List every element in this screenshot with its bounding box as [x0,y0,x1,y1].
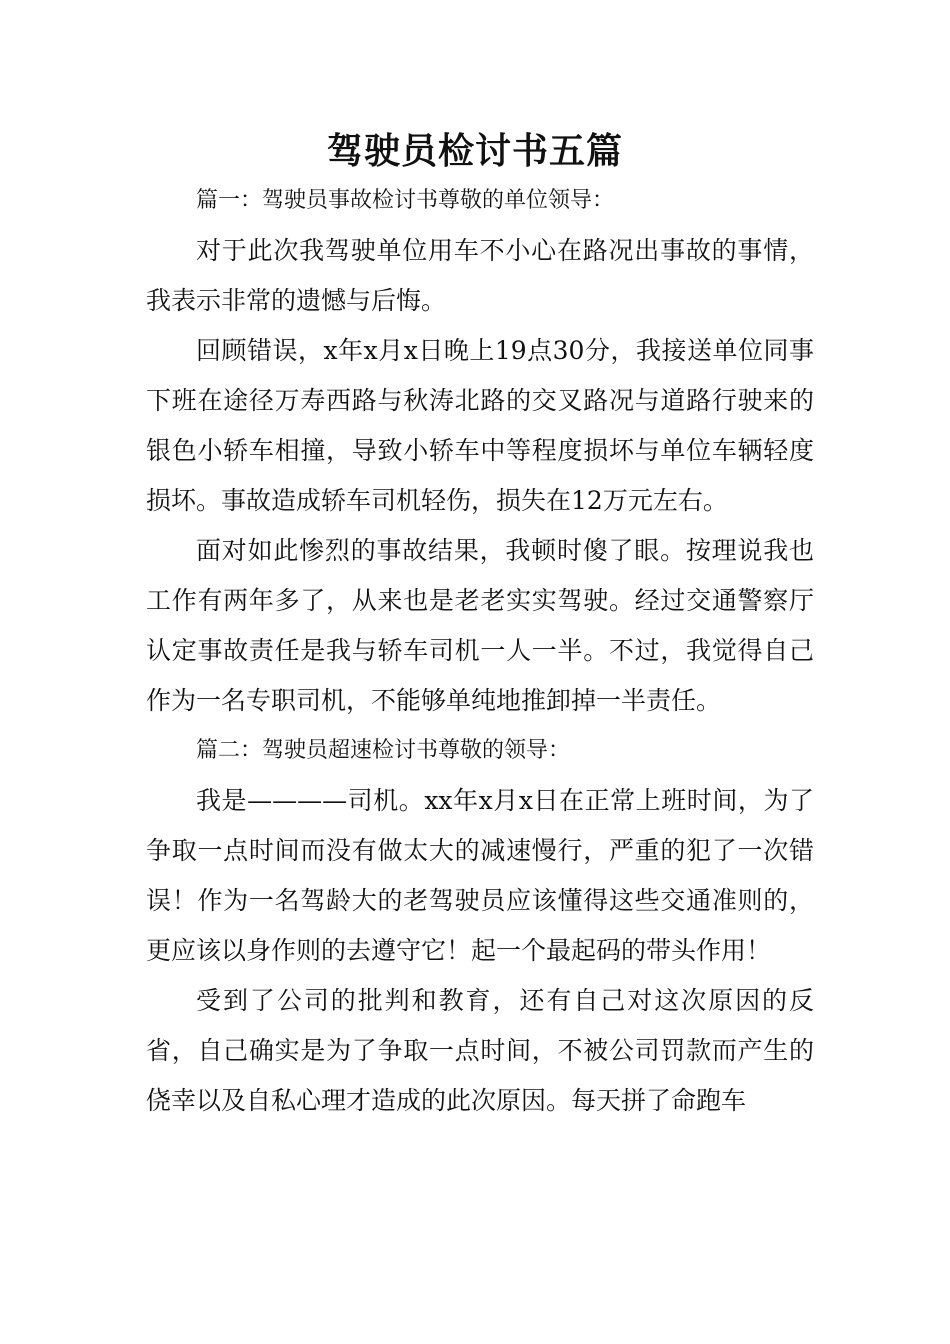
section-heading-1: 篇一：驾驶员事故检讨书尊敬的单位领导： [196,188,615,213]
section-heading-2: 篇二：驾驶员超速检讨书尊敬的领导： [196,738,571,763]
paragraph: 受到了公司的批判和教育，还有自己对这次原因的反省，自己确实是为了争取一点时间，不被公司罚款而产生的侥幸以及自私心理才造成的此次原因。每天拼了命跑车 [146,986,814,1115]
paragraph: 回顾错误，x年x月x日晚上19点30分，我接送单位同事下班在途径万寿西路与秋涛北路的交叉路况与道路行驶来的银色小轿车相撞，导致小轿车中等程度损坏与单位车辆轻度损坏。事故造成轿车司机轻伤，损失在12万元左右。 [146,336,814,515]
document-body [146,176,814,1126]
paragraph: 面对如此惨烈的事故结果，我顿时傻了眼。按理说我也工作有两年多了，从来也是老老实实驾驶。经过交通警察厅认定事故责任是我与轿车司机一人一半。不过，我觉得自己作为一名专职司机，不能够单纯地推卸掉一半责任。 [146,536,814,715]
paragraph: 对于此次我驾驶单位用车不小心在路况出事故的事情，我表示非常的遗憾与后悔。 [146,236,814,315]
paragraph: 我是————司机。xx年x月x日在正常上班时间，为了争取一点时间而没有做太大的减速慢行，严重的犯了一次错误！作为一名驾龄大的老驾驶员应该懂得这些交通准则的，更应该以身作则的去遵守它！起一个最起码的带头作用！ [146,786,814,965]
document-title: 驾驶员检讨书五篇 [326,130,623,172]
